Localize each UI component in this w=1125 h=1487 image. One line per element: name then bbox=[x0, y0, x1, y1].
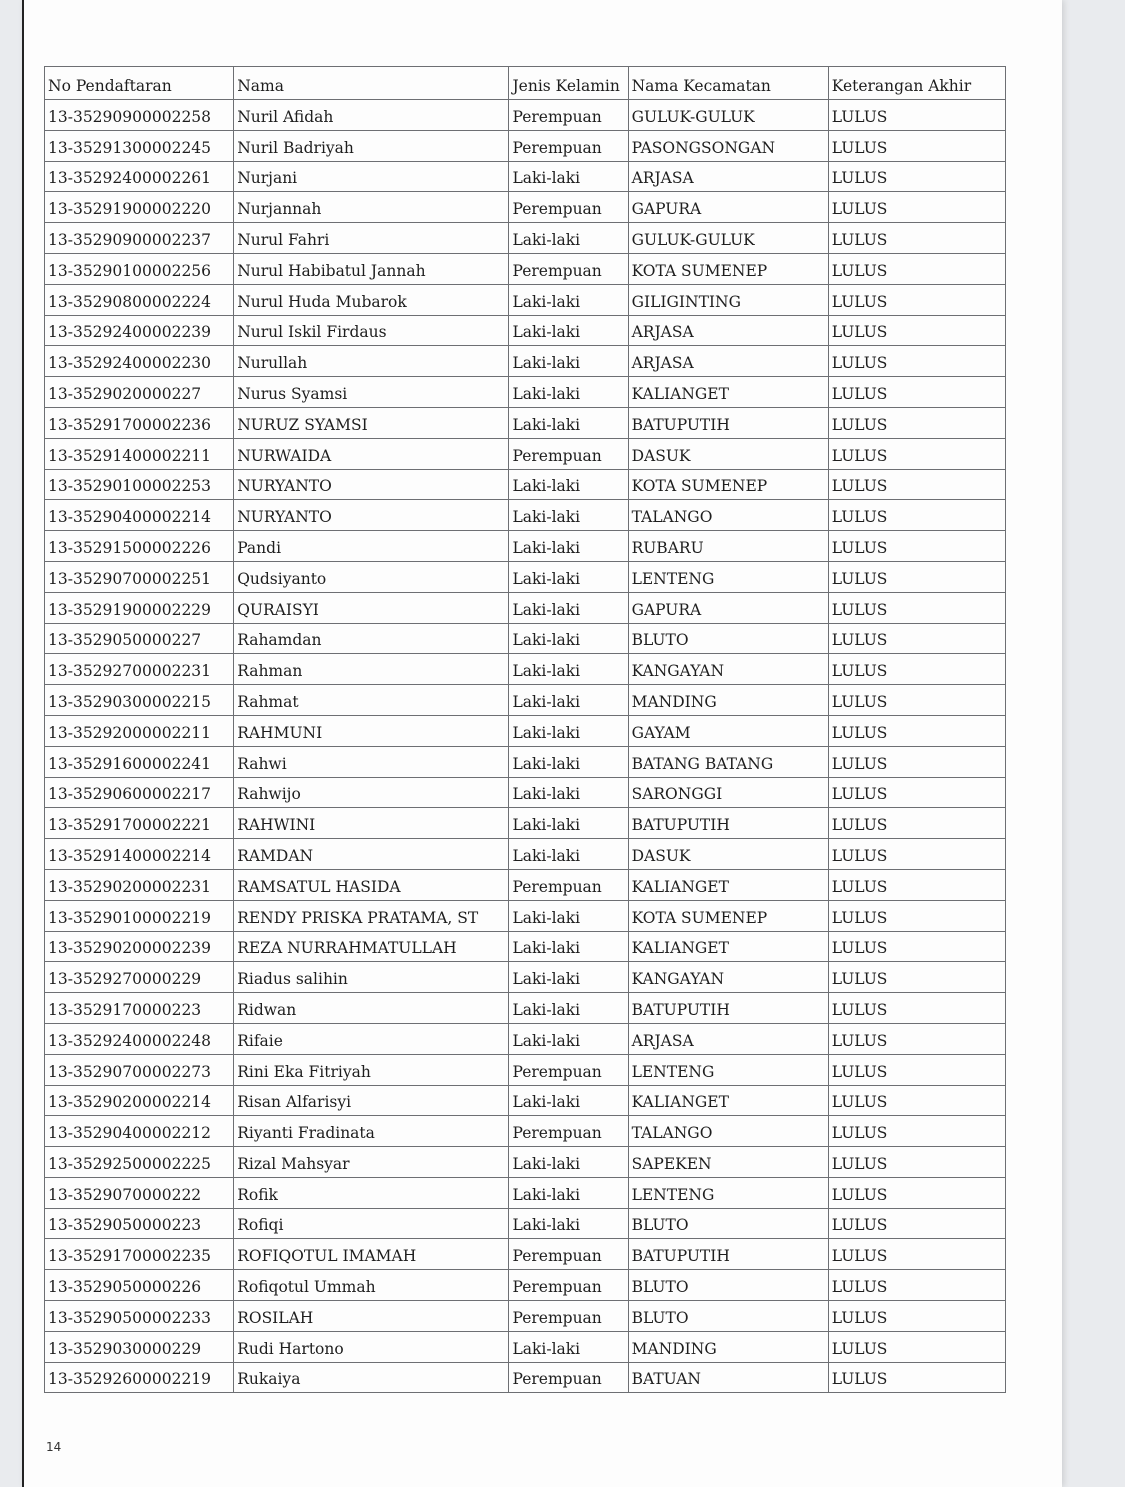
cell-no-pendaftaran: 13-3529270000229 bbox=[45, 962, 234, 993]
header-nama: Nama bbox=[234, 67, 509, 100]
cell-nama-kecamatan: PASONGSONGAN bbox=[628, 130, 828, 161]
cell-no-pendaftaran: 13-35292400002230 bbox=[45, 346, 234, 377]
cell-keterangan-akhir: LULUS bbox=[828, 962, 1005, 993]
cell-no-pendaftaran: 13-3529030000229 bbox=[45, 1331, 234, 1362]
cell-keterangan-akhir: LULUS bbox=[828, 808, 1005, 839]
cell-no-pendaftaran: 13-35292400002239 bbox=[45, 315, 234, 346]
cell-nama-kecamatan: BLUTO bbox=[628, 623, 828, 654]
cell-jenis-kelamin: Laki-laki bbox=[509, 346, 628, 377]
cell-nama: Nuril Afidah bbox=[234, 100, 509, 131]
table-row bbox=[45, 839, 1006, 870]
cell-jenis-kelamin: Perempuan bbox=[509, 1270, 628, 1301]
cell-jenis-kelamin: Laki-laki bbox=[509, 531, 628, 562]
table-row bbox=[45, 377, 1006, 408]
cell-nama: Rofik bbox=[234, 1177, 509, 1208]
cell-jenis-kelamin: Laki-laki bbox=[509, 1085, 628, 1116]
cell-no-pendaftaran: 13-35290700002251 bbox=[45, 561, 234, 592]
cell-jenis-kelamin: Laki-laki bbox=[509, 223, 628, 254]
cell-jenis-kelamin: Perempuan bbox=[509, 130, 628, 161]
cell-keterangan-akhir: LULUS bbox=[828, 1362, 1005, 1393]
cell-nama: Nurul Fahri bbox=[234, 223, 509, 254]
cell-keterangan-akhir: LULUS bbox=[828, 531, 1005, 562]
cell-no-pendaftaran: 13-35291500002226 bbox=[45, 531, 234, 562]
cell-nama: Rizal Mahsyar bbox=[234, 1147, 509, 1178]
results-table bbox=[44, 66, 1006, 1393]
cell-nama: Nurul Iskil Firdaus bbox=[234, 315, 509, 346]
cell-nama-kecamatan: ARJASA bbox=[628, 346, 828, 377]
cell-nama-kecamatan: GULUK-GULUK bbox=[628, 100, 828, 131]
cell-keterangan-akhir: LULUS bbox=[828, 346, 1005, 377]
cell-nama: Riyanti Fradinata bbox=[234, 1116, 509, 1147]
cell-nama: Qudsiyanto bbox=[234, 561, 509, 592]
cell-keterangan-akhir: LULUS bbox=[828, 1054, 1005, 1085]
table-row bbox=[45, 407, 1006, 438]
cell-nama-kecamatan: SARONGGI bbox=[628, 777, 828, 808]
cell-keterangan-akhir: LULUS bbox=[828, 1147, 1005, 1178]
cell-nama: NURYANTO bbox=[234, 500, 509, 531]
cell-keterangan-akhir: LULUS bbox=[828, 1270, 1005, 1301]
cell-jenis-kelamin: Laki-laki bbox=[509, 377, 628, 408]
table-row bbox=[45, 223, 1006, 254]
cell-no-pendaftaran: 13-35291700002235 bbox=[45, 1239, 234, 1270]
cell-nama-kecamatan: BATUPUTIH bbox=[628, 1239, 828, 1270]
cell-jenis-kelamin: Laki-laki bbox=[509, 808, 628, 839]
cell-keterangan-akhir: LULUS bbox=[828, 253, 1005, 284]
cell-no-pendaftaran: 13-35290900002258 bbox=[45, 100, 234, 131]
cell-jenis-kelamin: Laki-laki bbox=[509, 1147, 628, 1178]
cell-jenis-kelamin: Laki-laki bbox=[509, 407, 628, 438]
cell-keterangan-akhir: LULUS bbox=[828, 931, 1005, 962]
cell-jenis-kelamin: Laki-laki bbox=[509, 746, 628, 777]
cell-nama-kecamatan: KALIANGET bbox=[628, 377, 828, 408]
cell-nama-kecamatan: BATUPUTIH bbox=[628, 993, 828, 1024]
cell-no-pendaftaran: 13-35292500002225 bbox=[45, 1147, 234, 1178]
cell-nama: ROSILAH bbox=[234, 1301, 509, 1332]
cell-no-pendaftaran: 13-3529070000222 bbox=[45, 1177, 234, 1208]
cell-nama-kecamatan: DASUK bbox=[628, 438, 828, 469]
table-row bbox=[45, 1270, 1006, 1301]
cell-no-pendaftaran: 13-35291700002236 bbox=[45, 407, 234, 438]
cell-nama-kecamatan: BATUPUTIH bbox=[628, 808, 828, 839]
table-row bbox=[45, 1054, 1006, 1085]
cell-keterangan-akhir: LULUS bbox=[828, 839, 1005, 870]
cell-nama: Nurus Syamsi bbox=[234, 377, 509, 408]
cell-no-pendaftaran: 13-35290200002239 bbox=[45, 931, 234, 962]
cell-keterangan-akhir: LULUS bbox=[828, 592, 1005, 623]
cell-no-pendaftaran: 13-35291400002211 bbox=[45, 438, 234, 469]
cell-jenis-kelamin: Laki-laki bbox=[509, 469, 628, 500]
cell-jenis-kelamin: Laki-laki bbox=[509, 592, 628, 623]
cell-no-pendaftaran: 13-35290900002237 bbox=[45, 223, 234, 254]
cell-nama: RAMDAN bbox=[234, 839, 509, 870]
cell-keterangan-akhir: LULUS bbox=[828, 469, 1005, 500]
cell-jenis-kelamin: Laki-laki bbox=[509, 685, 628, 716]
cell-nama-kecamatan: DASUK bbox=[628, 839, 828, 870]
table-row bbox=[45, 500, 1006, 531]
cell-jenis-kelamin: Perempuan bbox=[509, 192, 628, 223]
table-row bbox=[45, 469, 1006, 500]
cell-nama: Rahwi bbox=[234, 746, 509, 777]
cell-nama-kecamatan: KALIANGET bbox=[628, 1085, 828, 1116]
cell-nama: Rahmat bbox=[234, 685, 509, 716]
table-row bbox=[45, 253, 1006, 284]
cell-nama: REZA NURRAHMATULLAH bbox=[234, 931, 509, 962]
cell-keterangan-akhir: LULUS bbox=[828, 900, 1005, 931]
cell-no-pendaftaran: 13-3529170000223 bbox=[45, 993, 234, 1024]
table-row bbox=[45, 161, 1006, 192]
cell-nama: RAHMUNI bbox=[234, 715, 509, 746]
cell-keterangan-akhir: LULUS bbox=[828, 869, 1005, 900]
cell-no-pendaftaran: 13-35290200002214 bbox=[45, 1085, 234, 1116]
cell-jenis-kelamin: Laki-laki bbox=[509, 993, 628, 1024]
table-row bbox=[45, 284, 1006, 315]
cell-no-pendaftaran: 13-35291300002245 bbox=[45, 130, 234, 161]
cell-no-pendaftaran: 13-3529020000227 bbox=[45, 377, 234, 408]
table-row bbox=[45, 1177, 1006, 1208]
cell-nama: Riadus salihin bbox=[234, 962, 509, 993]
cell-jenis-kelamin: Laki-laki bbox=[509, 654, 628, 685]
cell-nama: Rahamdan bbox=[234, 623, 509, 654]
cell-no-pendaftaran: 13-35290500002233 bbox=[45, 1301, 234, 1332]
document-page bbox=[22, 0, 1062, 1487]
table-row bbox=[45, 438, 1006, 469]
cell-no-pendaftaran: 13-35291900002229 bbox=[45, 592, 234, 623]
cell-nama-kecamatan: LENTENG bbox=[628, 561, 828, 592]
table-row bbox=[45, 962, 1006, 993]
cell-jenis-kelamin: Perempuan bbox=[509, 1054, 628, 1085]
cell-nama-kecamatan: GULUK-GULUK bbox=[628, 223, 828, 254]
cell-keterangan-akhir: LULUS bbox=[828, 715, 1005, 746]
cell-no-pendaftaran: 13-3529050000227 bbox=[45, 623, 234, 654]
header-no-pendaftaran: No Pendaftaran bbox=[45, 67, 234, 100]
cell-keterangan-akhir: LULUS bbox=[828, 1177, 1005, 1208]
cell-nama-kecamatan: ARJASA bbox=[628, 1023, 828, 1054]
cell-nama: NURUZ SYAMSI bbox=[234, 407, 509, 438]
cell-nama: Risan Alfarisyi bbox=[234, 1085, 509, 1116]
cell-nama: Rifaie bbox=[234, 1023, 509, 1054]
cell-no-pendaftaran: 13-35291900002220 bbox=[45, 192, 234, 223]
cell-no-pendaftaran: 13-35290100002219 bbox=[45, 900, 234, 931]
cell-nama-kecamatan: BLUTO bbox=[628, 1301, 828, 1332]
cell-keterangan-akhir: LULUS bbox=[828, 1116, 1005, 1147]
cell-no-pendaftaran: 13-35290400002212 bbox=[45, 1116, 234, 1147]
table-row bbox=[45, 808, 1006, 839]
cell-jenis-kelamin: Perempuan bbox=[509, 869, 628, 900]
cell-jenis-kelamin: Laki-laki bbox=[509, 500, 628, 531]
cell-nama-kecamatan: MANDING bbox=[628, 685, 828, 716]
cell-keterangan-akhir: LULUS bbox=[828, 746, 1005, 777]
cell-no-pendaftaran: 13-3529050000226 bbox=[45, 1270, 234, 1301]
cell-nama: Nuril Badriyah bbox=[234, 130, 509, 161]
cell-jenis-kelamin: Laki-laki bbox=[509, 962, 628, 993]
table-row bbox=[45, 777, 1006, 808]
cell-keterangan-akhir: LULUS bbox=[828, 561, 1005, 592]
cell-nama: Rofiqotul Ummah bbox=[234, 1270, 509, 1301]
cell-nama-kecamatan: BATUPUTIH bbox=[628, 407, 828, 438]
cell-keterangan-akhir: LULUS bbox=[828, 192, 1005, 223]
cell-no-pendaftaran: 13-35290100002256 bbox=[45, 253, 234, 284]
cell-jenis-kelamin: Laki-laki bbox=[509, 161, 628, 192]
cell-nama-kecamatan: TALANGO bbox=[628, 1116, 828, 1147]
cell-jenis-kelamin: Perempuan bbox=[509, 438, 628, 469]
cell-nama: Rudi Hartono bbox=[234, 1331, 509, 1362]
cell-jenis-kelamin: Perempuan bbox=[509, 1301, 628, 1332]
cell-nama: Nurjani bbox=[234, 161, 509, 192]
cell-nama-kecamatan: KALIANGET bbox=[628, 931, 828, 962]
cell-no-pendaftaran: 13-35292400002248 bbox=[45, 1023, 234, 1054]
cell-keterangan-akhir: LULUS bbox=[828, 1085, 1005, 1116]
cell-keterangan-akhir: LULUS bbox=[828, 1301, 1005, 1332]
table-row bbox=[45, 192, 1006, 223]
cell-keterangan-akhir: LULUS bbox=[828, 1331, 1005, 1362]
table-header-row bbox=[45, 67, 1006, 100]
cell-nama-kecamatan: KANGAYAN bbox=[628, 962, 828, 993]
cell-keterangan-akhir: LULUS bbox=[828, 315, 1005, 346]
cell-jenis-kelamin: Laki-laki bbox=[509, 561, 628, 592]
cell-no-pendaftaran: 13-35291700002221 bbox=[45, 808, 234, 839]
cell-no-pendaftaran: 13-35291600002241 bbox=[45, 746, 234, 777]
table-row bbox=[45, 623, 1006, 654]
table-row bbox=[45, 1116, 1006, 1147]
cell-keterangan-akhir: LULUS bbox=[828, 377, 1005, 408]
cell-nama: NURYANTO bbox=[234, 469, 509, 500]
cell-keterangan-akhir: LULUS bbox=[828, 438, 1005, 469]
cell-keterangan-akhir: LULUS bbox=[828, 685, 1005, 716]
cell-nama: Nurul Huda Mubarok bbox=[234, 284, 509, 315]
cell-nama-kecamatan: MANDING bbox=[628, 1331, 828, 1362]
cell-jenis-kelamin: Laki-laki bbox=[509, 900, 628, 931]
cell-nama: QURAISYI bbox=[234, 592, 509, 623]
table-body bbox=[45, 100, 1006, 1393]
cell-nama-kecamatan: ARJASA bbox=[628, 315, 828, 346]
cell-no-pendaftaran: 13-35290300002215 bbox=[45, 685, 234, 716]
table-row bbox=[45, 685, 1006, 716]
table-row bbox=[45, 561, 1006, 592]
cell-nama: Rofiqi bbox=[234, 1208, 509, 1239]
table-row bbox=[45, 931, 1006, 962]
cell-nama: RAHWINI bbox=[234, 808, 509, 839]
table-row bbox=[45, 1023, 1006, 1054]
cell-keterangan-akhir: LULUS bbox=[828, 1023, 1005, 1054]
cell-keterangan-akhir: LULUS bbox=[828, 500, 1005, 531]
cell-nama-kecamatan: KOTA SUMENEP bbox=[628, 900, 828, 931]
cell-nama: NURWAIDA bbox=[234, 438, 509, 469]
cell-keterangan-akhir: LULUS bbox=[828, 161, 1005, 192]
cell-keterangan-akhir: LULUS bbox=[828, 777, 1005, 808]
table-row bbox=[45, 130, 1006, 161]
cell-jenis-kelamin: Laki-laki bbox=[509, 284, 628, 315]
cell-no-pendaftaran: 13-35292400002261 bbox=[45, 161, 234, 192]
cell-nama-kecamatan: BATANG BATANG bbox=[628, 746, 828, 777]
cell-no-pendaftaran: 13-35290100002253 bbox=[45, 469, 234, 500]
table-row bbox=[45, 1331, 1006, 1362]
cell-nama-kecamatan: GAPURA bbox=[628, 192, 828, 223]
table-row bbox=[45, 1301, 1006, 1332]
cell-no-pendaftaran: 13-35290400002214 bbox=[45, 500, 234, 531]
cell-nama-kecamatan: LENTENG bbox=[628, 1054, 828, 1085]
cell-nama: Rahman bbox=[234, 654, 509, 685]
cell-nama-kecamatan: GAPURA bbox=[628, 592, 828, 623]
cell-keterangan-akhir: LULUS bbox=[828, 223, 1005, 254]
cell-no-pendaftaran: 13-35290200002231 bbox=[45, 869, 234, 900]
cell-keterangan-akhir: LULUS bbox=[828, 284, 1005, 315]
cell-jenis-kelamin: Laki-laki bbox=[509, 315, 628, 346]
cell-nama-kecamatan: GAYAM bbox=[628, 715, 828, 746]
cell-keterangan-akhir: LULUS bbox=[828, 100, 1005, 131]
table-row bbox=[45, 1085, 1006, 1116]
cell-nama: Nurul Habibatul Jannah bbox=[234, 253, 509, 284]
table-row bbox=[45, 869, 1006, 900]
cell-no-pendaftaran: 13-35292700002231 bbox=[45, 654, 234, 685]
cell-no-pendaftaran: 13-35292600002219 bbox=[45, 1362, 234, 1393]
cell-nama: RENDY PRISKA PRATAMA, ST bbox=[234, 900, 509, 931]
table-row bbox=[45, 1147, 1006, 1178]
cell-nama-kecamatan: RUBARU bbox=[628, 531, 828, 562]
cell-jenis-kelamin: Laki-laki bbox=[509, 1023, 628, 1054]
cell-nama-kecamatan: BLUTO bbox=[628, 1270, 828, 1301]
cell-keterangan-akhir: LULUS bbox=[828, 1239, 1005, 1270]
table-row bbox=[45, 746, 1006, 777]
page-number: 14 bbox=[46, 1440, 62, 1454]
cell-nama-kecamatan: BATUAN bbox=[628, 1362, 828, 1393]
cell-keterangan-akhir: LULUS bbox=[828, 993, 1005, 1024]
cell-nama: Ridwan bbox=[234, 993, 509, 1024]
cell-no-pendaftaran: 13-35292000002211 bbox=[45, 715, 234, 746]
cell-jenis-kelamin: Perempuan bbox=[509, 1116, 628, 1147]
cell-jenis-kelamin: Perempuan bbox=[509, 1362, 628, 1393]
cell-jenis-kelamin: Perempuan bbox=[509, 253, 628, 284]
cell-nama: ROFIQOTUL IMAMAH bbox=[234, 1239, 509, 1270]
cell-nama-kecamatan: SAPEKEN bbox=[628, 1147, 828, 1178]
header-jenis-kelamin: Jenis Kelamin bbox=[509, 67, 628, 100]
header-nama-kecamatan: Nama Kecamatan bbox=[628, 67, 828, 100]
cell-keterangan-akhir: LULUS bbox=[828, 623, 1005, 654]
cell-no-pendaftaran: 13-35290700002273 bbox=[45, 1054, 234, 1085]
table-row bbox=[45, 1362, 1006, 1393]
cell-jenis-kelamin: Laki-laki bbox=[509, 1331, 628, 1362]
cell-nama-kecamatan: KALIANGET bbox=[628, 869, 828, 900]
table-row bbox=[45, 1208, 1006, 1239]
header-keterangan-akhir: Keterangan Akhir bbox=[828, 67, 1005, 100]
cell-jenis-kelamin: Laki-laki bbox=[509, 715, 628, 746]
cell-jenis-kelamin: Perempuan bbox=[509, 100, 628, 131]
table-row bbox=[45, 1239, 1006, 1270]
cell-jenis-kelamin: Laki-laki bbox=[509, 623, 628, 654]
cell-nama-kecamatan: KANGAYAN bbox=[628, 654, 828, 685]
cell-nama-kecamatan: GILIGINTING bbox=[628, 284, 828, 315]
cell-keterangan-akhir: LULUS bbox=[828, 654, 1005, 685]
cell-nama-kecamatan: TALANGO bbox=[628, 500, 828, 531]
table-row bbox=[45, 531, 1006, 562]
cell-keterangan-akhir: LULUS bbox=[828, 407, 1005, 438]
cell-no-pendaftaran: 13-35291400002214 bbox=[45, 839, 234, 870]
cell-jenis-kelamin: Laki-laki bbox=[509, 777, 628, 808]
cell-jenis-kelamin: Laki-laki bbox=[509, 931, 628, 962]
cell-keterangan-akhir: LULUS bbox=[828, 130, 1005, 161]
cell-jenis-kelamin: Perempuan bbox=[509, 1239, 628, 1270]
cell-jenis-kelamin: Laki-laki bbox=[509, 1177, 628, 1208]
table-row bbox=[45, 715, 1006, 746]
cell-nama-kecamatan: BLUTO bbox=[628, 1208, 828, 1239]
cell-nama: Rini Eka Fitriyah bbox=[234, 1054, 509, 1085]
table-row bbox=[45, 654, 1006, 685]
cell-nama: RAMSATUL HASIDA bbox=[234, 869, 509, 900]
table-row bbox=[45, 346, 1006, 377]
cell-nama-kecamatan: ARJASA bbox=[628, 161, 828, 192]
cell-keterangan-akhir: LULUS bbox=[828, 1208, 1005, 1239]
cell-no-pendaftaran: 13-35290800002224 bbox=[45, 284, 234, 315]
cell-no-pendaftaran: 13-3529050000223 bbox=[45, 1208, 234, 1239]
cell-no-pendaftaran: 13-35290600002217 bbox=[45, 777, 234, 808]
table-row bbox=[45, 592, 1006, 623]
table-row bbox=[45, 315, 1006, 346]
cell-jenis-kelamin: Laki-laki bbox=[509, 1208, 628, 1239]
cell-nama-kecamatan: KOTA SUMENEP bbox=[628, 253, 828, 284]
table-row bbox=[45, 900, 1006, 931]
cell-nama: Rahwijo bbox=[234, 777, 509, 808]
cell-jenis-kelamin: Laki-laki bbox=[509, 839, 628, 870]
cell-nama: Nurjannah bbox=[234, 192, 509, 223]
cell-nama: Nurullah bbox=[234, 346, 509, 377]
cell-nama: Pandi bbox=[234, 531, 509, 562]
cell-nama-kecamatan: KOTA SUMENEP bbox=[628, 469, 828, 500]
cell-nama-kecamatan: LENTENG bbox=[628, 1177, 828, 1208]
cell-nama: Rukaiya bbox=[234, 1362, 509, 1393]
table-row bbox=[45, 100, 1006, 131]
table-row bbox=[45, 993, 1006, 1024]
